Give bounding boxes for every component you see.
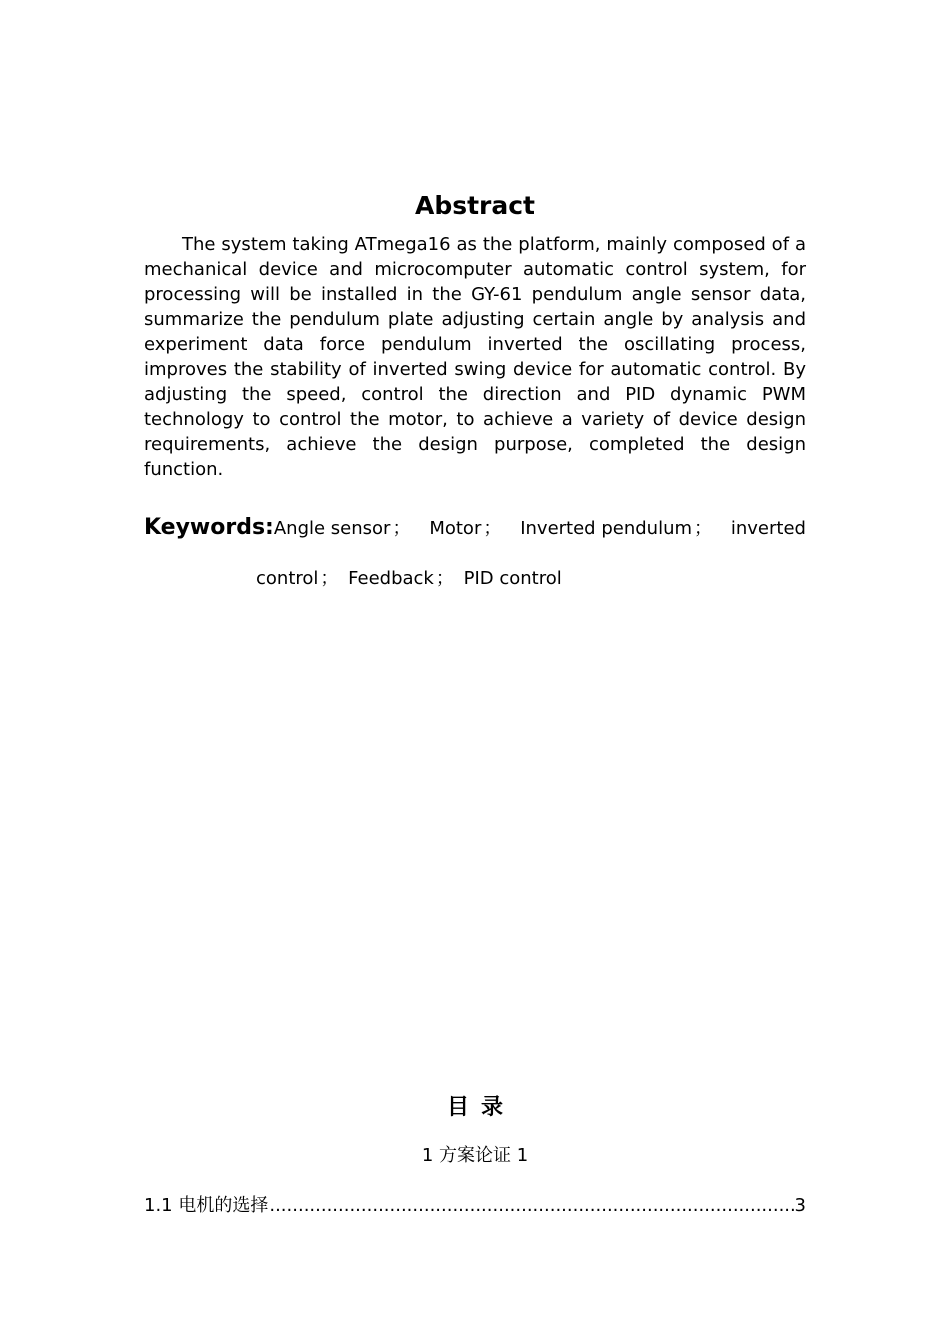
toc-entry-label: 1.1 电机的选择 [144, 1195, 269, 1216]
keyword-item: Angle sensor ； [273, 518, 411, 539]
keyword-item: Inverted pendulum ； [520, 518, 713, 539]
toc-heading: 目录 [446, 1095, 515, 1120]
keywords-first-row [274, 514, 806, 540]
keywords-line-2 [144, 564, 806, 590]
keyword-item: PID control [463, 568, 562, 589]
keyword-item: Feedback ； [348, 568, 454, 589]
keyword-item: control ； [256, 568, 339, 589]
keywords-section [144, 514, 806, 590]
toc-entry-page: 3 [794, 1195, 806, 1216]
abstract-paragraph: The system taking ATmega16 as the platform, mainly composed of a mechanical device and microcomputer automatic control system, for processing will be installed in the GY-61 pendulum angle sensor data, summarize the pendulum plate adjusting certain angle by analysis and experiment data force pendulum inverted the oscillating process, improves the stability of inverted swing device for automatic control. By adjusting the speed, control the direction and PID dynamic PWM technology to control the motor, to achieve a variety of device design requirements, achieve the design purpose, completed the design function. [144, 234, 806, 480]
keywords-label: Keywords: [144, 515, 274, 540]
toc-chapter-entry: 1 方案论证 1 [421, 1145, 529, 1166]
toc-entry[interactable] [144, 1191, 806, 1217]
keyword-item: Motor ； [429, 518, 502, 539]
toc-dot-leader [269, 1195, 793, 1216]
keyword-item: inverted [730, 518, 806, 539]
abstract-heading: Abstract [414, 191, 536, 220]
keywords-line-1 [144, 514, 806, 548]
